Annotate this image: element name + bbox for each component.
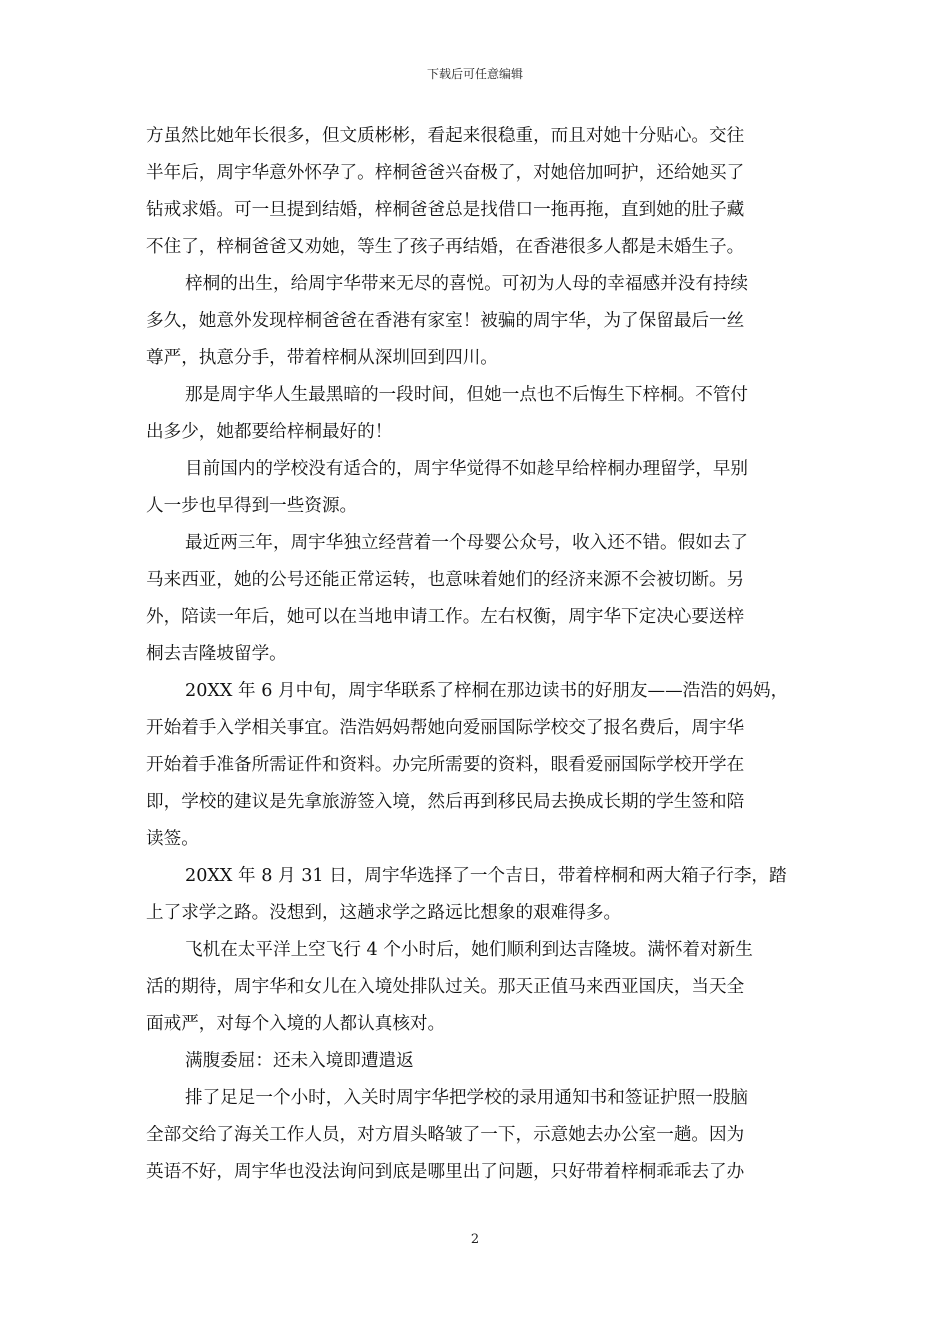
text-line: 方虽然比她年长很多，但文质彬彬，看起来很稳重，而且对她十分贴心。交往	[146, 126, 745, 146]
text-line: 全部交给了海关工作人员，对方眉头略皱了一下，示意她去办公室一趟。因为	[146, 1125, 745, 1145]
text-line: 出多少，她都要给梓桐最好的！	[146, 422, 393, 442]
paragraph-first-line: 20XX 年 8 月 31 日，周宇华选择了一个吉日，带着梓桐和两大箱子行李，踏	[185, 866, 787, 886]
text-line: 人一步也早得到一些资源。	[146, 496, 358, 516]
paragraph-first-line: 飞机在太平洋上空飞行 4 个小时后，她们顺利到达吉隆坡。满怀着对新生	[185, 940, 753, 960]
text-line: 开始着手入学相关事宜。浩浩妈妈帮她向爱丽国际学校交了报名费后，周宇华	[146, 718, 745, 738]
paragraph-first-line: 那是周宇华人生最黑暗的一段时间，但她一点也不后悔生下梓桐。不管付	[185, 385, 749, 405]
paragraph-first-line: 目前国内的学校没有适合的，周宇华觉得不如趁早给梓桐办理留学，早别	[185, 459, 749, 479]
paragraph-first-line: 最近两三年，周宇华独立经营着一个母婴公众号，收入还不错。假如去了	[185, 533, 749, 553]
text-line: 即，学校的建议是先拿旅游签入境，然后再到移民局去换成长期的学生签和陪	[146, 792, 745, 812]
text-line: 钻戒求婚。可一旦提到结婚，梓桐爸爸总是找借口一拖再拖，直到她的肚子藏	[146, 200, 745, 220]
paragraph-first-line: 排了足足一个小时，入关时周宇华把学校的录用通知书和签证护照一股脑	[185, 1088, 749, 1108]
text-line: 英语不好，周宇华也没法询问到底是哪里出了问题，只好带着梓桐乖乖去了办	[146, 1162, 745, 1182]
body-text	[146, 118, 811, 1191]
text-line: 上了求学之路。没想到，这趟求学之路远比想象的艰难得多。	[146, 903, 622, 923]
text-line: 尊严，执意分手，带着梓桐从深圳回到四川。	[146, 348, 498, 368]
text-line: 马来西亚，她的公号还能正常运转，也意味着她们的经济来源不会被切断。另	[146, 570, 745, 590]
text-line: 读签。	[146, 829, 199, 849]
text-line: 面戒严，对每个入境的人都认真核对。	[146, 1014, 446, 1034]
text-line: 多久，她意外发现梓桐爸爸在香港有家室！被骗的周宇华，为了保留最后一丝	[146, 311, 745, 331]
paragraph-first-line: 20XX 年 6 月中旬，周宇华联系了梓桐在那边读书的好朋友——浩浩的妈妈，	[185, 681, 789, 701]
text-line: 活的期待，周宇华和女儿在入境处排队过关。那天正值马来西亚国庆，当天全	[146, 977, 745, 997]
text-line: 桐去吉隆坡留学。	[146, 644, 287, 664]
section-heading: 满腹委屈：还未入境即遭遣返	[185, 1051, 414, 1071]
text-line: 外，陪读一年后，她可以在当地申请工作。左右权衡，周宇华下定决心要送梓	[146, 607, 745, 627]
text-line: 开始着手准备所需证件和资料。办完所需要的资料，眼看爱丽国际学校开学在	[146, 755, 745, 775]
text-line: 不住了，梓桐爸爸又劝她，等生了孩子再结婚，在香港很多人都是未婚生子。	[146, 237, 745, 257]
page-header: 下载后可任意编辑	[426, 67, 523, 81]
page-number: 2	[470, 1232, 480, 1247]
text-line: 半年后，周宇华意外怀孕了。梓桐爸爸兴奋极了，对她倍加呵护，还给她买了	[146, 163, 745, 183]
paragraph-first-line: 梓桐的出生，给周宇华带来无尽的喜悦。可初为人母的幸福感并没有持续	[185, 274, 749, 294]
